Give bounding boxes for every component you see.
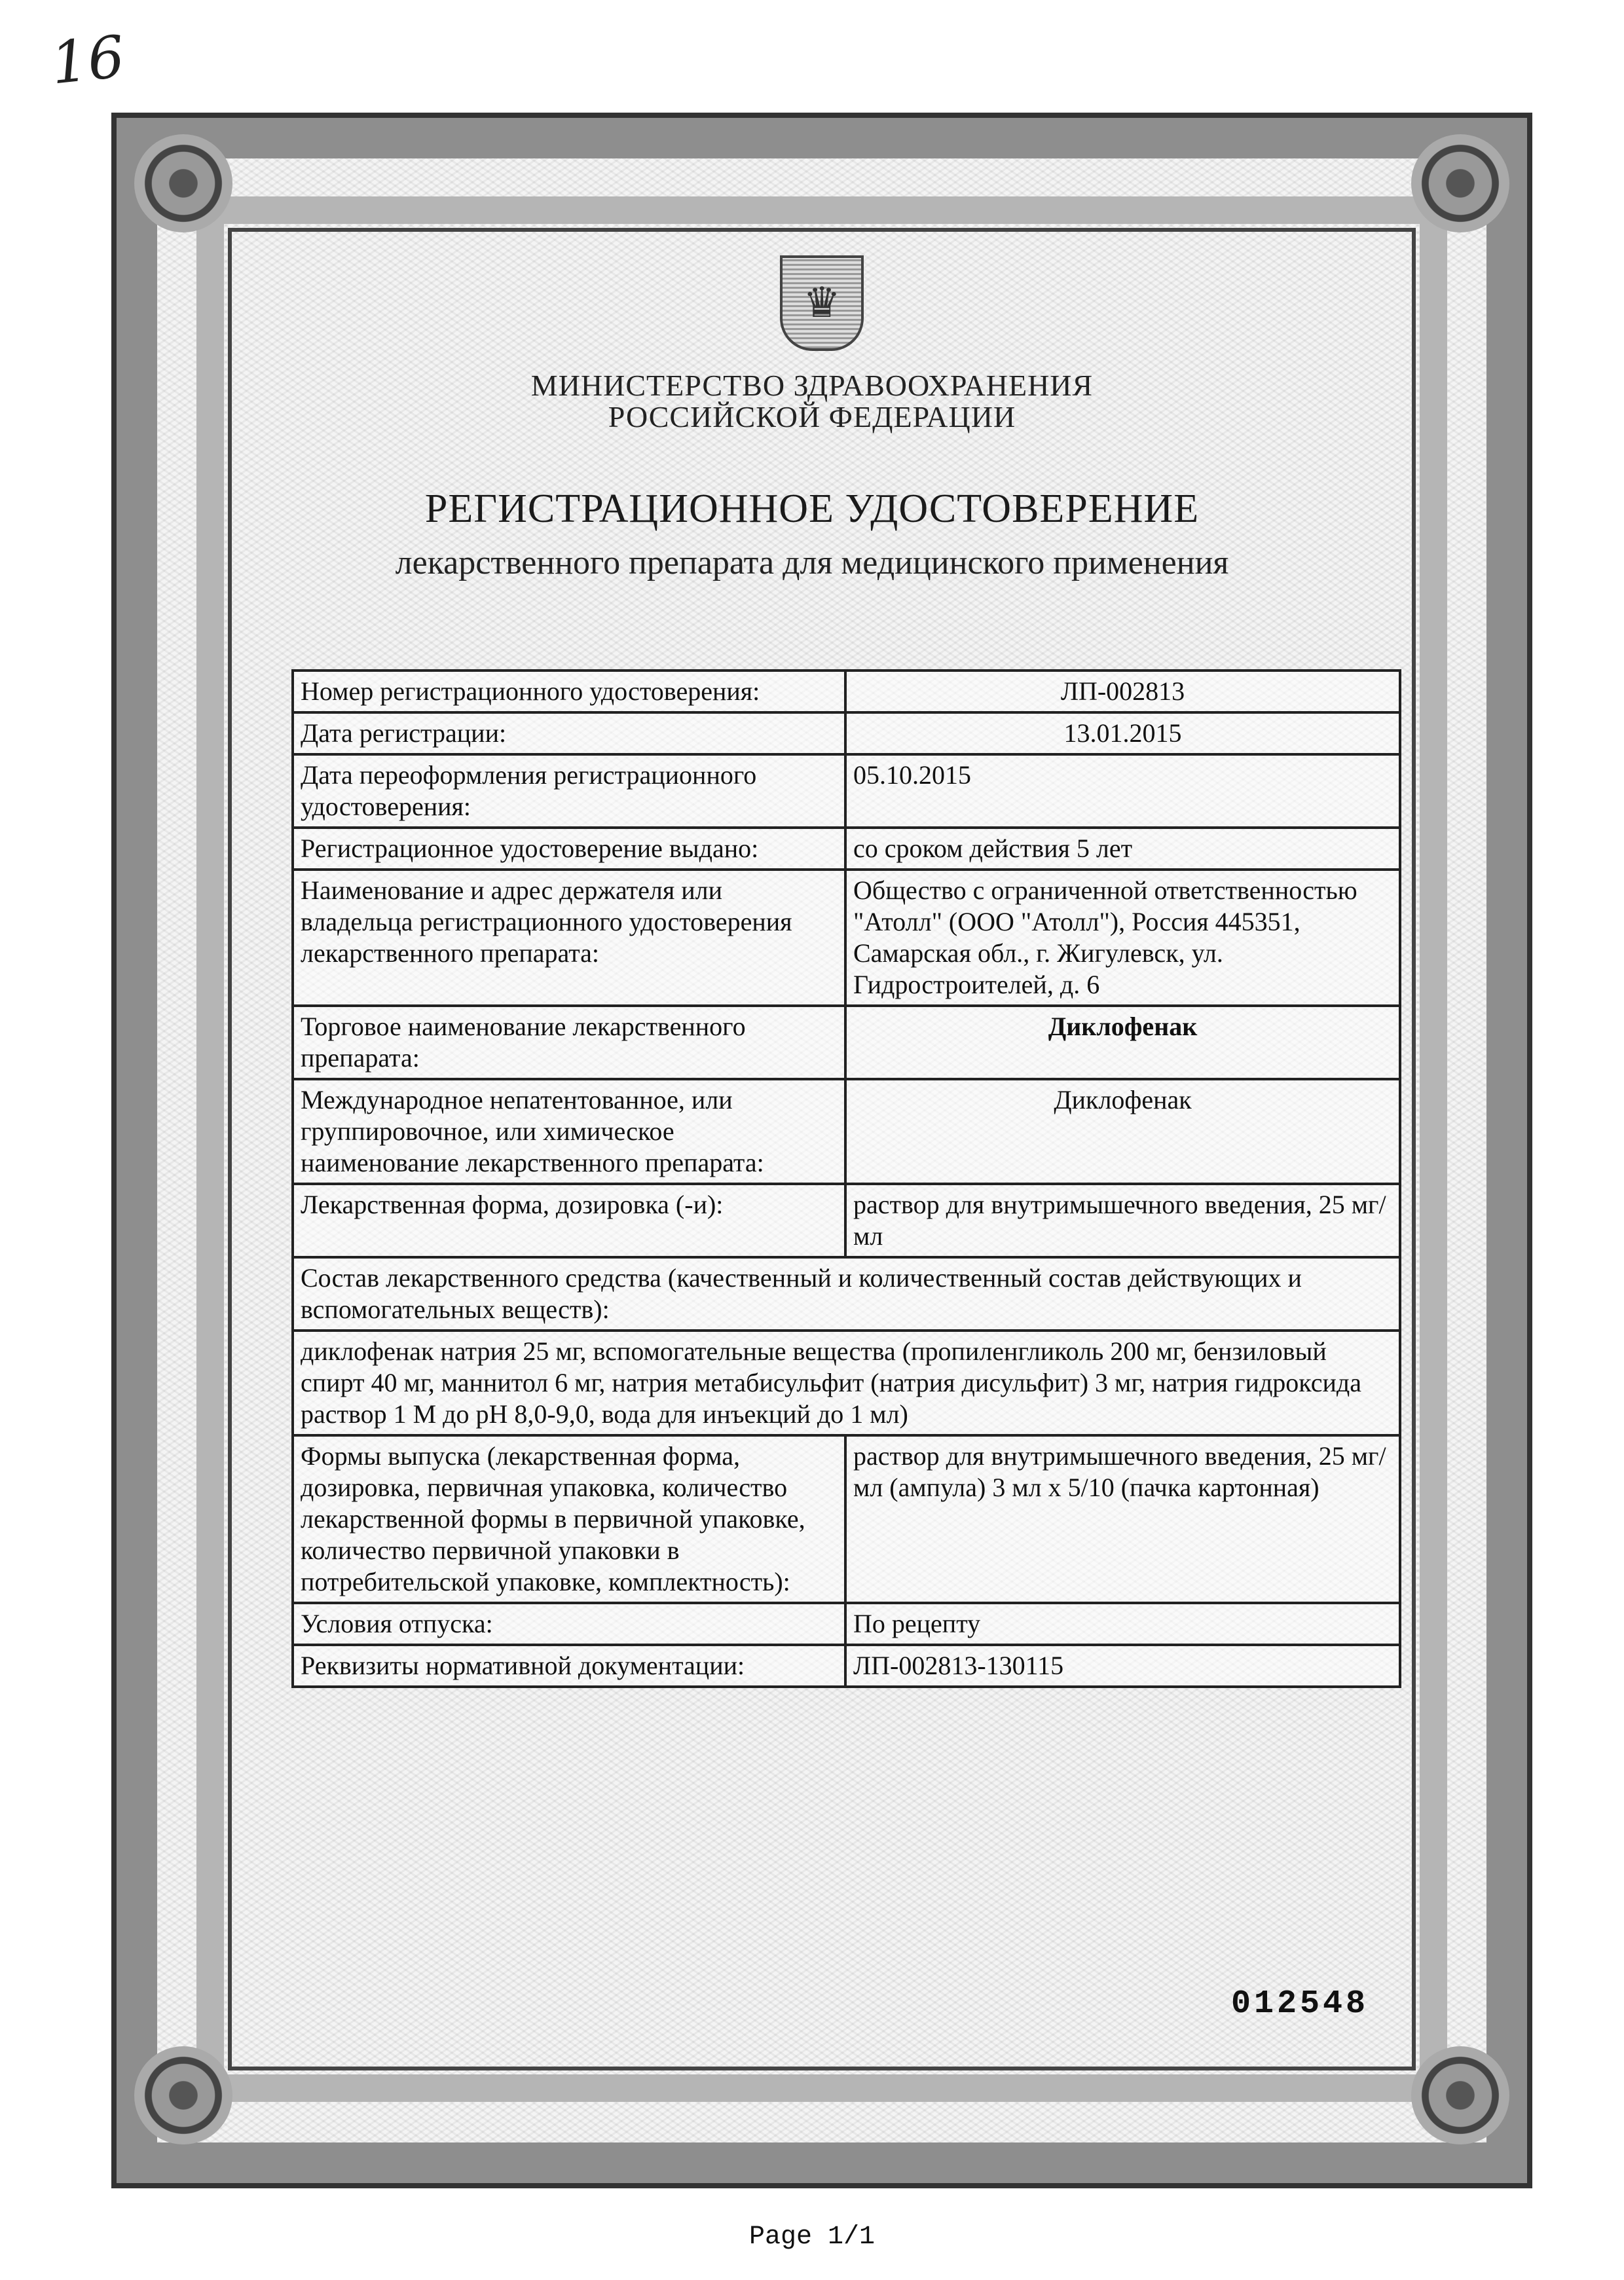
composition-label: Состав лекарственного средства (качественный и количественный состав действующих и вспомогательных веществ): <box>293 1257 1400 1331</box>
coat-of-arms-icon: ♛ <box>780 255 864 351</box>
table-row <box>293 1079 1400 1184</box>
dispensing-label: Условия отпуска: <box>293 1603 845 1645</box>
regulatory-label: Реквизиты нормативной документации: <box>293 1645 845 1687</box>
issued-label: Регистрационное удостоверение выдано: <box>293 828 845 870</box>
table-row <box>293 1435 1400 1603</box>
form-value: раствор для внутримышечного введения, 25 мг/мл <box>845 1184 1400 1257</box>
holder-label: Наименование и адрес держателя или владельца регистрационного удостоверения лекарственного препарата: <box>293 870 845 1006</box>
table-row <box>293 671 1400 712</box>
dispensing-value: По рецепту <box>845 1603 1400 1645</box>
page-indicator: Page 1/1 <box>748 2222 876 2252</box>
reg-date-value: 13.01.2015 <box>845 712 1400 754</box>
corner-ornament-bottom-left <box>134 2046 232 2144</box>
table-row <box>293 1331 1400 1435</box>
table-row <box>293 1603 1400 1645</box>
reg-number-label: Номер регистрационного удостоверения: <box>293 671 845 712</box>
table-row <box>293 1006 1400 1079</box>
ministry-name-line1: МИНИСТЕРСТВО ЗДРАВООХРАНЕНИЯ <box>530 369 1094 402</box>
form-label: Лекарственная форма, дозировка (-и): <box>293 1184 845 1257</box>
table-row <box>293 1184 1400 1257</box>
reg-number-value: ЛП-002813 <box>845 671 1400 712</box>
corner-ornament-bottom-right <box>1411 2046 1509 2144</box>
table-row <box>293 870 1400 1006</box>
table-row <box>293 1257 1400 1331</box>
table-row <box>293 712 1400 754</box>
release-forms-label: Формы выпуска (лекарственная форма, дозировка, первичная упаковка, количество лекарственной формы в первичной упаковке, количество первичной упаковки в потребительской упаковке, комплектность): <box>293 1435 845 1603</box>
trade-name-value: Диклофенак <box>845 1006 1400 1079</box>
reissue-date-label: Дата переоформления регистрационного удостоверения: <box>293 754 845 828</box>
reg-date-label: Дата регистрации: <box>293 712 845 754</box>
corner-ornament-top-left <box>134 134 232 232</box>
table-row <box>293 754 1400 828</box>
release-forms-value: раствор для внутримышечного введения, 25 мг/мл (ампула) 3 мл х 5/10 (пачка картонная) <box>845 1435 1400 1603</box>
handwritten-page-mark: 16 <box>47 22 128 98</box>
ministry-name-line2: РОССИЙСКОЙ ФЕДЕРАЦИИ <box>608 400 1016 433</box>
inn-value: Диклофенак <box>845 1079 1400 1184</box>
table-row <box>293 1645 1400 1687</box>
regulatory-value: ЛП-002813-130115 <box>845 1645 1400 1687</box>
table-row <box>293 828 1400 870</box>
composition-value: диклофенак натрия 25 мг, вспомогательные вещества (пропиленгликоль 200 мг, бензиловый спирт 40 мг, маннитол 6 мг, натрия метабисульфит (натрия дисульфит) 3 мг, натрия гидроксида раствор 1 М до рН 8,0-9,0, вода для инъекций до 1 мл) <box>293 1331 1400 1435</box>
issued-value: со сроком действия 5 лет <box>845 828 1400 870</box>
reissue-date-value: 05.10.2015 <box>845 754 1400 828</box>
registration-table <box>291 669 1401 1688</box>
holder-value: Общество с ограниченной ответственностью "Атолл" (ООО "Атолл"), Россия 445351, Самарская обл., г. Жигулевск, ул. Гидростроителей, д. 6 <box>845 870 1400 1006</box>
document-subtitle: лекарственного препарата для медицинского применения <box>395 544 1229 581</box>
document-title: РЕГИСТРАЦИОННОЕ УДОСТОВЕРЕНИЕ <box>424 487 1200 531</box>
inn-label: Международное непатентованное, или группировочное, или химическое наименование лекарственного препарата: <box>293 1079 845 1184</box>
trade-name-label: Торговое наименование лекарственного препарата: <box>293 1006 845 1079</box>
corner-ornament-top-right <box>1411 134 1509 232</box>
form-serial-number: 012548 <box>1231 1985 1369 2023</box>
